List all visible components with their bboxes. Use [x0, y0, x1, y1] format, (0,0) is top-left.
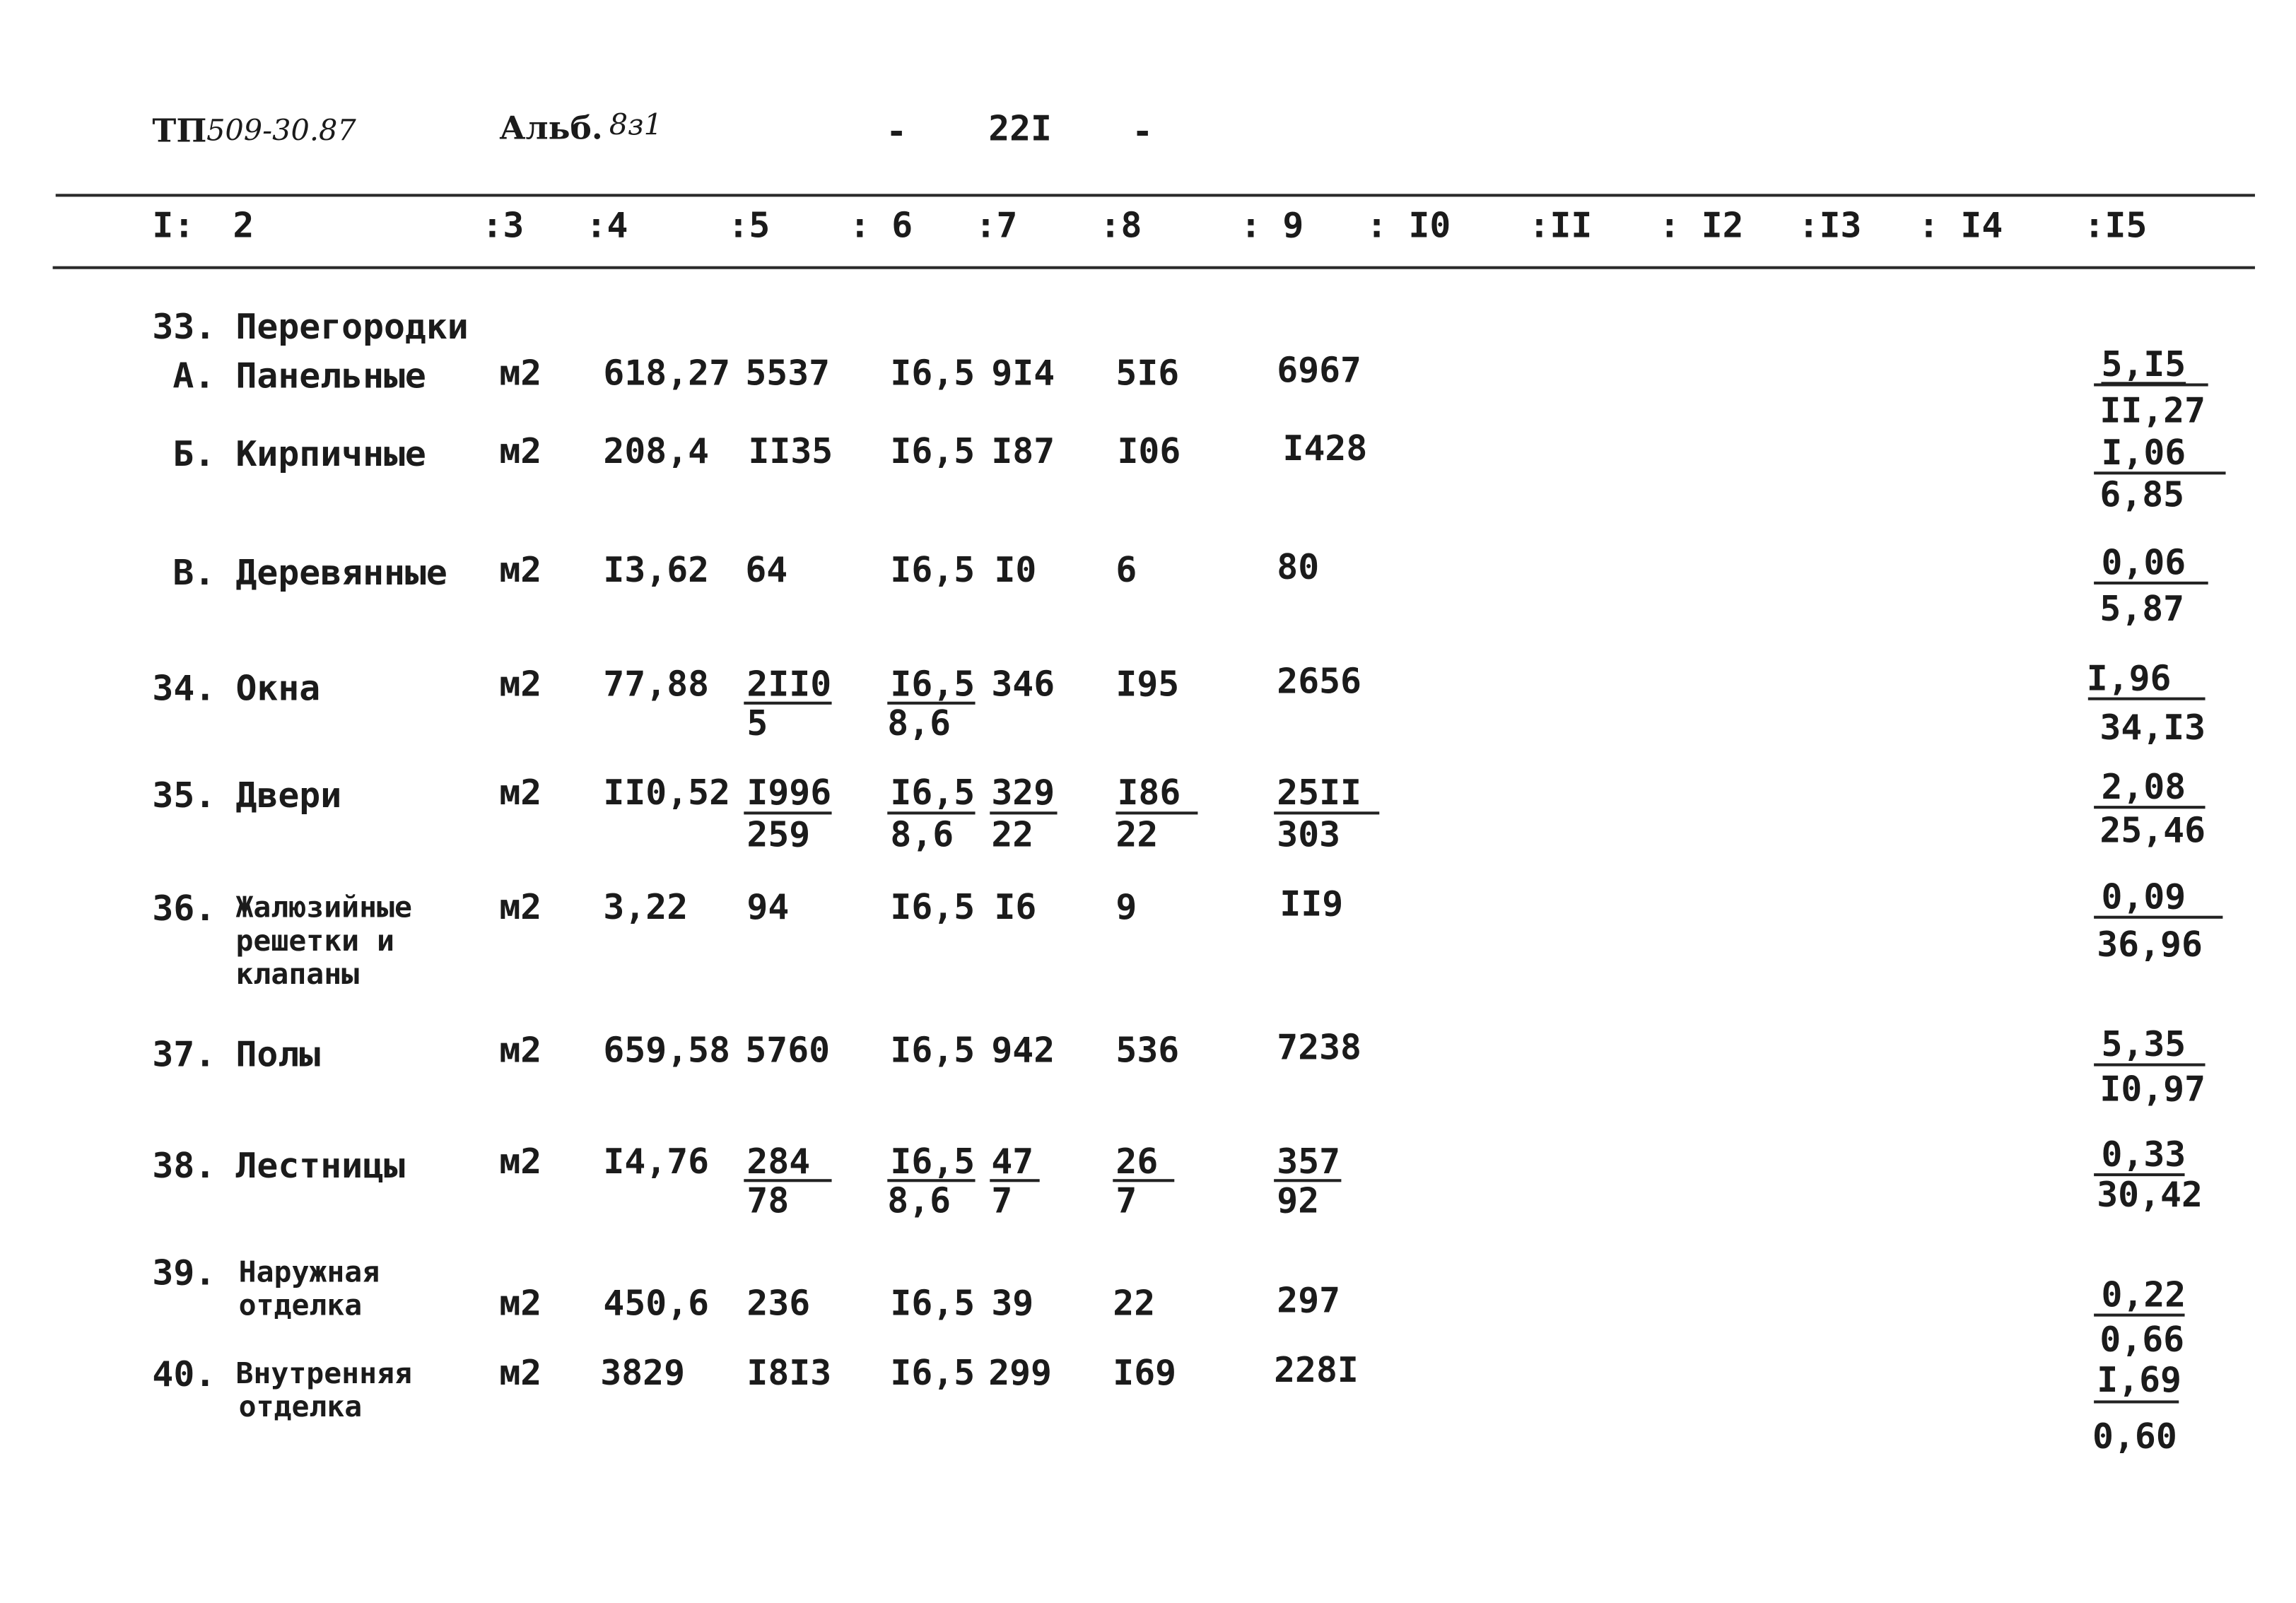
- fraction-bottom: II,27: [2099, 390, 2206, 431]
- fraction-top: 26: [1115, 1141, 1159, 1182]
- table-cell: 2656: [1277, 661, 1361, 702]
- table-cell: I95: [1115, 664, 1180, 705]
- table-cell: 3829: [600, 1352, 685, 1394]
- column-header: :5: [727, 205, 771, 246]
- album-number: 8з1: [609, 107, 663, 142]
- table-cell: I0: [994, 549, 1037, 591]
- fraction-bottom: 259: [746, 814, 811, 855]
- row-number: 33.: [152, 306, 216, 348]
- column-header: :I5: [2083, 205, 2148, 246]
- row-name: Двери: [235, 775, 342, 816]
- fraction-top: I996: [746, 773, 832, 814]
- fraction-bottom: 25,46: [2099, 810, 2206, 851]
- table-cell: 6: [1115, 549, 1137, 591]
- unit-cell: м2: [499, 353, 542, 394]
- table-cell: 64: [745, 549, 788, 591]
- row-name: Полы: [235, 1034, 321, 1075]
- fraction-bottom: 7: [991, 1180, 1013, 1221]
- column-header: : 9: [1240, 205, 1304, 246]
- table-cell: 5I6: [1115, 353, 1180, 394]
- fraction-bottom: 5,87: [2099, 589, 2185, 630]
- row-name: Перегородки: [235, 306, 469, 348]
- fraction-bar: [2088, 698, 2206, 700]
- row-name: Наружная: [238, 1254, 380, 1289]
- fraction-bottom: 22: [1115, 814, 1159, 855]
- fraction-bottom: 8,6: [887, 1180, 951, 1221]
- table-cell: 208,4: [603, 430, 710, 472]
- table-cell: I428: [1282, 428, 1368, 469]
- table-cell: I6,5: [890, 886, 976, 928]
- column-header: : 6: [849, 205, 913, 246]
- fraction-top: 5,35: [2101, 1024, 2186, 1065]
- fraction-top: I,96: [2086, 658, 2172, 699]
- row-name: Лестницы: [235, 1146, 405, 1187]
- table-cell: 5760: [745, 1030, 831, 1071]
- table-cell: 39: [991, 1283, 1034, 1324]
- row-name: Жалюзийные: [235, 889, 412, 924]
- fraction-top: I6,5: [890, 664, 976, 705]
- table-cell: I6,5: [890, 1030, 976, 1071]
- column-header: :8: [1099, 205, 1142, 246]
- column-header: :7: [975, 205, 1018, 246]
- fraction-top: 0,06: [2101, 542, 2186, 583]
- table-cell: 228I: [1274, 1349, 1359, 1391]
- table-cell: 236: [746, 1283, 811, 1324]
- column-header: :3: [481, 205, 525, 246]
- row-name-line: решетки и: [235, 922, 394, 958]
- column-header: 2: [233, 205, 254, 246]
- row-number: 36.: [152, 888, 216, 929]
- row-number: 37.: [152, 1034, 216, 1075]
- table-cell: 22: [1113, 1283, 1156, 1324]
- fraction-bottom: 78: [746, 1180, 790, 1221]
- table-top-rule: [56, 194, 2255, 196]
- page-number-dash-right: -: [1132, 111, 1154, 152]
- fraction-top: 0,33: [2101, 1134, 2186, 1175]
- table-cell: I87: [991, 430, 1055, 472]
- table-cell: I6,5: [890, 1352, 976, 1394]
- page-number: 22I: [988, 108, 1053, 149]
- fraction-bottom: 0,60: [2092, 1416, 2177, 1457]
- table-cell: 450,6: [603, 1283, 710, 1324]
- table-cell: 618,27: [603, 353, 731, 394]
- fraction-top: 47: [991, 1141, 1034, 1182]
- fraction-bottom: 0,66: [2099, 1319, 2185, 1361]
- row-name-line: клапаны: [235, 956, 360, 992]
- unit-cell: м2: [499, 549, 542, 591]
- table-cell: I6,5: [890, 549, 976, 591]
- column-header: : I2: [1658, 205, 1744, 246]
- table-cell: 94: [746, 886, 790, 928]
- row-number: 38.: [152, 1146, 216, 1187]
- unit-cell: м2: [499, 1030, 542, 1071]
- table-cell: 6967: [1277, 350, 1361, 391]
- fraction-bottom: 22: [991, 814, 1034, 855]
- fraction-top: 2II0: [746, 664, 832, 705]
- unit-cell: м2: [499, 664, 542, 705]
- column-header: :II: [1528, 205, 1593, 246]
- table-cell: 299: [988, 1352, 1053, 1394]
- table-cell: I6,5: [890, 430, 976, 472]
- fraction-bottom: 5: [746, 703, 768, 744]
- table-cell: 297: [1277, 1280, 1341, 1321]
- table-cell: I4,76: [603, 1141, 710, 1182]
- table-cell: 942: [991, 1030, 1055, 1071]
- fraction-bottom: 8,6: [890, 814, 954, 855]
- table-cell: I3,62: [603, 549, 710, 591]
- table-cell: II9: [1279, 883, 1344, 924]
- row-name-line: отделка: [238, 1287, 363, 1322]
- row-name: Деревянные: [235, 552, 447, 594]
- table-cell: 7238: [1277, 1027, 1361, 1068]
- doc-code-label: ТП: [152, 112, 207, 151]
- column-header: : I4: [1918, 205, 2003, 246]
- fraction-bottom: 303: [1277, 814, 1341, 855]
- fraction-bar: [2094, 383, 2208, 386]
- fraction-top: I,69: [2097, 1360, 2181, 1401]
- fraction-top: 357: [1277, 1141, 1341, 1182]
- fraction-bottom: I0,97: [2099, 1069, 2206, 1110]
- table-header-rule: [53, 266, 2255, 269]
- row-number: 34.: [152, 668, 216, 709]
- column-header: : I0: [1366, 205, 1451, 246]
- column-header: :I3: [1798, 205, 1862, 246]
- fraction-bottom: 8,6: [887, 703, 951, 744]
- fraction-bar: [2094, 1400, 2179, 1403]
- fraction-top: 2,08: [2101, 766, 2186, 808]
- unit-cell: м2: [499, 1141, 542, 1182]
- doc-code-number: 509-30.87: [206, 112, 356, 148]
- table-cell: I69: [1113, 1352, 1177, 1394]
- fraction-bottom: 34,I3: [2099, 707, 2206, 748]
- fraction-bar: [2094, 1063, 2205, 1066]
- table-cell: 346: [991, 664, 1055, 705]
- fraction-top: 0,22: [2101, 1274, 2186, 1315]
- fraction-top: 0,09: [2101, 876, 2186, 917]
- fraction-bottom: 36,96: [2097, 924, 2203, 965]
- row-number: Б.: [172, 434, 216, 475]
- table-cell: 536: [1115, 1030, 1180, 1071]
- row-name: Кирпичные: [235, 434, 426, 475]
- column-header: :4: [585, 205, 628, 246]
- table-cell: I06: [1117, 430, 1181, 472]
- table-cell: 80: [1277, 546, 1320, 588]
- row-number: А.: [172, 356, 216, 397]
- table-cell: II0,52: [603, 773, 731, 814]
- fraction-bottom: 92: [1277, 1180, 1320, 1221]
- column-header: I:: [152, 205, 195, 246]
- row-name: Панельные: [235, 356, 426, 397]
- table-cell: 77,88: [603, 664, 710, 705]
- row-number: 35.: [152, 775, 216, 816]
- row-name: Окна: [235, 668, 321, 709]
- row-name-line: отделка: [238, 1389, 363, 1424]
- table-cell: I8I3: [746, 1352, 832, 1394]
- fraction-top: 284: [746, 1141, 811, 1182]
- fraction-top: I6,5: [890, 1141, 976, 1182]
- table-cell: 9: [1115, 886, 1137, 928]
- fraction-bar: [2094, 916, 2222, 919]
- row-number: В.: [172, 552, 216, 594]
- fraction-bar: [2094, 582, 2208, 585]
- fraction-bottom: 6,85: [2099, 474, 2185, 515]
- row-number: 39.: [152, 1252, 216, 1293]
- unit-cell: м2: [499, 1352, 542, 1394]
- table-cell: II35: [748, 430, 833, 472]
- fraction-top: I86: [1117, 773, 1181, 814]
- fraction-bar: [2094, 1314, 2184, 1317]
- table-cell: 3,22: [603, 886, 689, 928]
- unit-cell: м2: [499, 773, 542, 814]
- fraction-top: I6,5: [890, 773, 976, 814]
- row-name: Внутренняя: [235, 1355, 412, 1391]
- table-cell: 659,58: [603, 1030, 731, 1071]
- fraction-top: 25II: [1277, 773, 1361, 814]
- row-number: 40.: [152, 1354, 216, 1395]
- fraction-top: 5,I5: [2101, 344, 2186, 385]
- unit-cell: м2: [499, 1283, 542, 1324]
- table-cell: 5537: [745, 353, 831, 394]
- fraction-top: 329: [991, 773, 1055, 814]
- fraction-top: I,06: [2101, 433, 2186, 474]
- page-number-dash-left: -: [886, 111, 908, 152]
- table-cell: I6,5: [890, 1283, 976, 1324]
- unit-cell: м2: [499, 430, 542, 472]
- table-cell: 9I4: [991, 353, 1055, 394]
- fraction-bottom: 7: [1115, 1180, 1137, 1221]
- table-cell: I6: [994, 886, 1037, 928]
- unit-cell: м2: [499, 886, 542, 928]
- fraction-bottom: 30,42: [2097, 1175, 2203, 1216]
- table-cell: I6,5: [890, 353, 976, 394]
- album-label: Альб.: [499, 110, 603, 148]
- fraction-bar: [2094, 806, 2205, 809]
